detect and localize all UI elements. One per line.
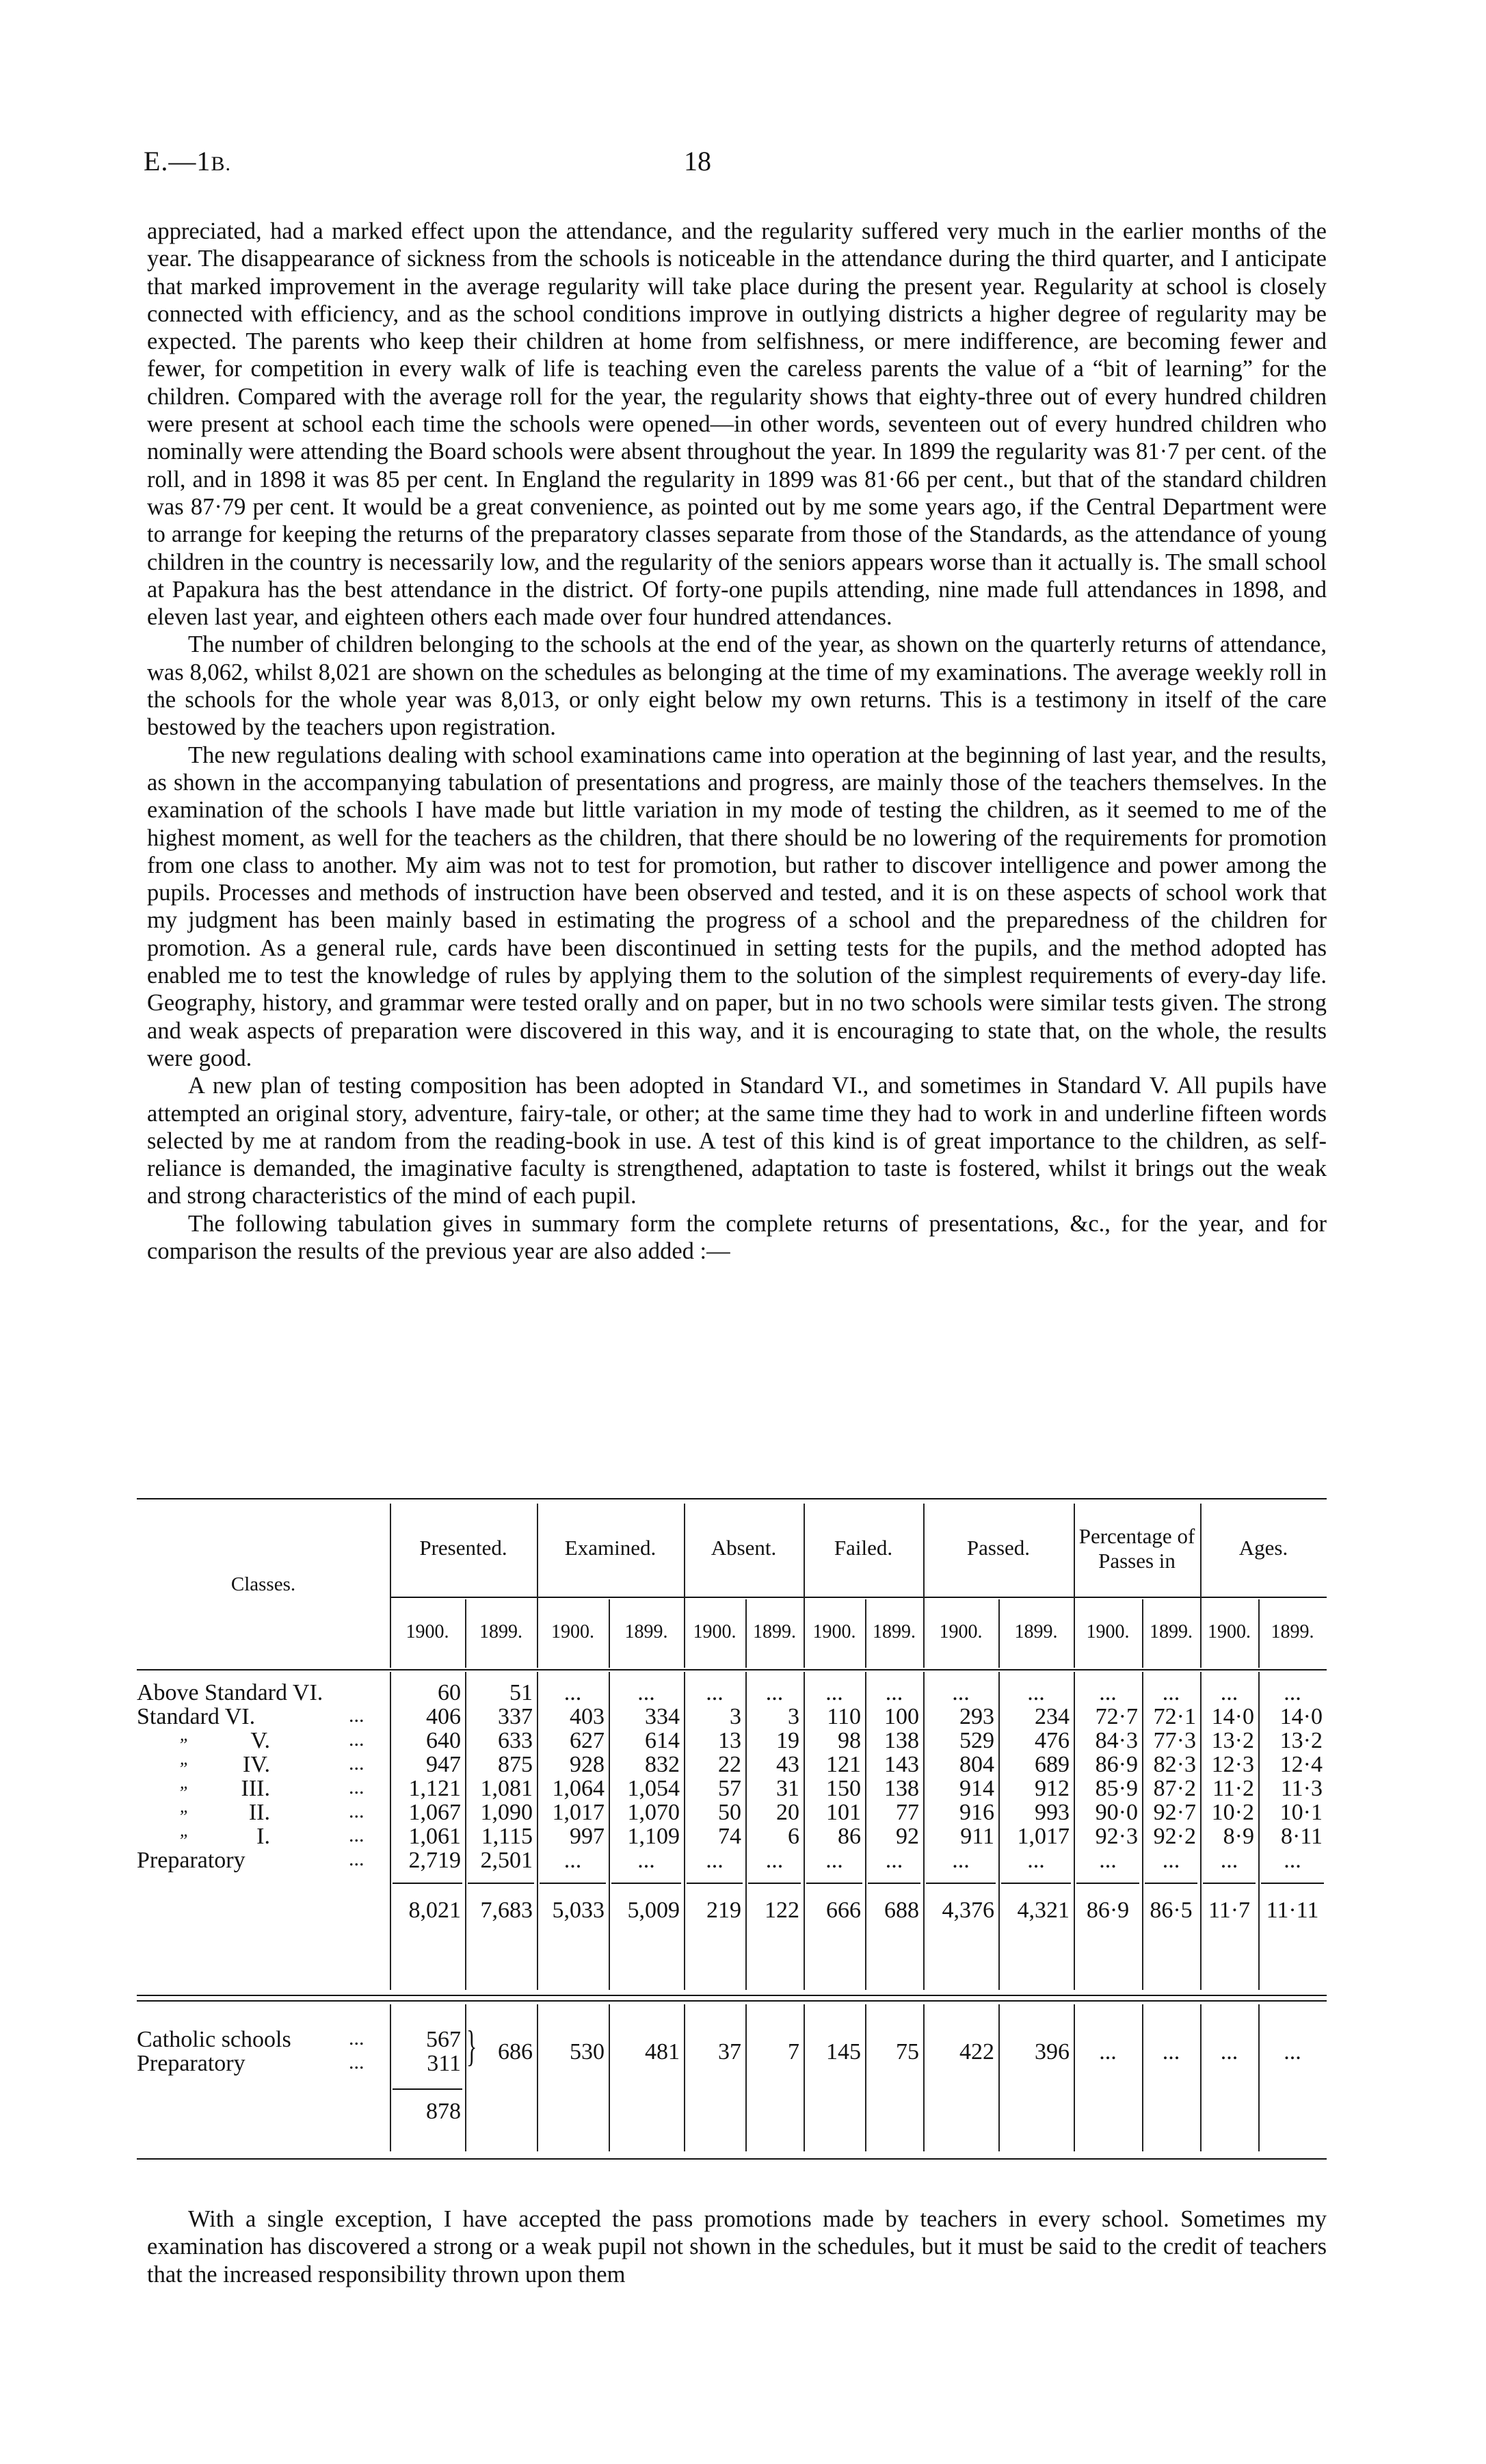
catholic-cell: 7 [788, 2039, 799, 2065]
table-header-bottom-rule [137, 1669, 1327, 1670]
table-cell: 1,064 [552, 1776, 605, 1801]
table-cell: 914 [959, 1776, 994, 1801]
column-rule [1200, 1504, 1202, 1668]
year-header: 1900. [1086, 1621, 1130, 1642]
catholic-row-label: Catholic schools [137, 2027, 291, 2052]
year-header: 1900. [551, 1621, 594, 1642]
group-header-5: Passed. [966, 1536, 1031, 1560]
leader-dots: ... [349, 1800, 364, 1822]
series-code-main: E.—1 [144, 146, 211, 176]
column-rule [390, 1504, 391, 1668]
table-cell: 1,054 [627, 1776, 680, 1801]
table-cell: 84·3 [1095, 1728, 1138, 1753]
column-rule [804, 1504, 805, 1668]
column-rule [998, 2004, 1000, 2151]
sum-rule [1261, 1883, 1324, 1884]
table-cell: 804 [959, 1752, 994, 1777]
catholic-cell: 396 [1035, 2039, 1070, 2065]
series-code-suffix: B. [211, 153, 231, 175]
total-cell: 7,683 [480, 1898, 533, 1923]
table-cell: ... [1162, 1680, 1180, 1705]
catholic-cell: ... [1284, 2039, 1301, 2065]
column-rule [745, 1599, 747, 1668]
leader-dots: ... [349, 1704, 364, 1727]
row-label: Preparatory [137, 1848, 246, 1873]
column-rule [923, 1504, 925, 1668]
table-cell: 1,017 [552, 1800, 605, 1825]
table-cell: 911 [960, 1824, 994, 1849]
table-cell: 6 [788, 1824, 799, 1849]
table-cell: ... [563, 1680, 582, 1705]
table-cell: ... [637, 1680, 655, 1705]
table-cell: 14·0 [1211, 1704, 1254, 1729]
table-cell: 100 [884, 1704, 919, 1729]
table-cell: 1,017 [1017, 1824, 1070, 1849]
table-cell: 3 [730, 1704, 741, 1729]
sum-rule [748, 1883, 801, 1884]
table-cell: ... [706, 1680, 724, 1705]
total-cell: 11·11 [1266, 1898, 1319, 1923]
catholic-presented-total: 878 [426, 2099, 461, 2124]
year-header: 1900. [693, 1621, 737, 1642]
total-cell: 8,021 [408, 1898, 461, 1923]
catholic-cell: ... [1162, 2039, 1180, 2065]
table-cell: 98 [838, 1728, 861, 1753]
table-cell: 3 [788, 1704, 799, 1729]
catholic-row-label: Preparatory [137, 2051, 246, 2076]
table-cell: ... [885, 1848, 903, 1873]
table-cell: 143 [884, 1752, 919, 1777]
column-rule [684, 1504, 685, 1668]
group-header-3: Absent. [711, 1536, 777, 1560]
group-header-1: Presented. [419, 1536, 507, 1560]
catholic-cell: 75 [896, 2039, 919, 2065]
table-cell: 403 [570, 1704, 605, 1729]
table-cell: 993 [1035, 1800, 1070, 1825]
leader-dots: ... [349, 1848, 364, 1870]
table-cell: 72·7 [1095, 1704, 1138, 1729]
column-rule [998, 1599, 1000, 1668]
row-label: III. [241, 1776, 270, 1801]
sum-rule [1145, 1883, 1197, 1884]
table-cell: 82·3 [1153, 1752, 1196, 1777]
table-cell: 1,067 [408, 1800, 461, 1825]
total-cell: 688 [884, 1898, 919, 1923]
row-label: II. [248, 1800, 270, 1825]
year-header: 1900. [939, 1621, 983, 1642]
table-cell: 57 [718, 1776, 741, 1801]
paragraph: The following tabulation gives in summary form the complete returns of presentations, &c., for the year, and for comparison the results of the previous year are also added :— [147, 1210, 1327, 1264]
table-cell: 11·2 [1212, 1776, 1254, 1801]
table-cell: 85·9 [1095, 1776, 1138, 1801]
column-rule [923, 2004, 925, 2151]
table-cell: 92 [896, 1824, 919, 1849]
table-cell: 138 [884, 1776, 919, 1801]
year-header: 1900. [812, 1621, 856, 1642]
table-cell: 86·9 [1095, 1752, 1138, 1777]
ditto-mark: ” [178, 1759, 188, 1779]
leader-dots: ... [349, 1824, 364, 1846]
table-cell: 92·7 [1153, 1800, 1196, 1825]
table-cell: ... [1099, 1680, 1117, 1705]
table-cell: 337 [498, 1704, 533, 1729]
table-cell: 60 [438, 1680, 461, 1705]
table-cell: ... [765, 1680, 784, 1705]
table-cell: ... [885, 1680, 903, 1705]
table-cell: 529 [959, 1728, 994, 1753]
table-cell: 74 [718, 1824, 741, 1849]
table-cell: 10·1 [1279, 1800, 1323, 1825]
catholic-cell: 145 [826, 2039, 861, 2065]
table-cell: 832 [645, 1752, 680, 1777]
column-rule [865, 2004, 866, 2151]
table-cell: 10·2 [1211, 1800, 1254, 1825]
row-label: IV. [243, 1752, 270, 1777]
table-cell: ... [1220, 1848, 1238, 1873]
table-cell: 13 [718, 1728, 741, 1753]
table-cell: 334 [645, 1704, 680, 1729]
table-double-rule-bottom [137, 2000, 1327, 2002]
column-rule [1142, 1599, 1143, 1668]
table-cell: ... [952, 1680, 970, 1705]
table-cell: 11·3 [1280, 1776, 1323, 1801]
row-label: Standard VI. [137, 1704, 256, 1729]
leader-dots: ... [349, 2051, 364, 2073]
table-cell: 2,719 [408, 1848, 461, 1873]
page-number: 18 [684, 146, 711, 176]
classes-header: Classes. [230, 1573, 296, 1595]
catholic-cell: 37 [718, 2039, 741, 2065]
year-header: 1900. [406, 1621, 449, 1642]
leader-dots: ... [349, 1776, 364, 1798]
table-cell: 87·2 [1153, 1776, 1196, 1801]
sum-rule [806, 1883, 862, 1884]
table-cell: ... [1027, 1680, 1045, 1705]
column-rule [1074, 2004, 1075, 2151]
table-cell: 12·3 [1211, 1752, 1254, 1777]
table-cell: ... [1220, 1680, 1238, 1705]
column-rule [1258, 2004, 1260, 2151]
ditto-mark: ” [178, 1735, 188, 1755]
total-cell: 86·9 [1086, 1898, 1130, 1923]
column-rule [804, 2004, 805, 2151]
table-cell: 614 [645, 1728, 680, 1753]
table-cell: 150 [826, 1776, 861, 1801]
sum-rule [687, 1883, 743, 1884]
table-cell: 20 [776, 1800, 799, 1825]
table-cell: 72·1 [1153, 1704, 1196, 1729]
table-cell: 627 [570, 1728, 605, 1753]
table-top-rule [137, 1498, 1327, 1499]
column-rule [609, 2004, 610, 2151]
total-cell: 86·5 [1150, 1898, 1193, 1923]
table-cell: 928 [570, 1752, 605, 1777]
column-rule [865, 1599, 866, 1668]
year-header: 1900. [1208, 1621, 1251, 1642]
ditto-mark: ” [178, 1783, 188, 1803]
column-rule [1074, 1504, 1075, 1668]
table-header-mid-rule [390, 1597, 1327, 1598]
paragraph: The number of children belonging to the schools at the end of the year, as shown on the quarterly returns of attendance, was 8,062, whilst 8,021 are shown on the schedules as belonging at the time of my examinations. The average weekly roll in the schools for the whole year was 8,013, or only eight below my own returns. This is a testimony in itself of the care bestowed by the teachers upon registration. [147, 631, 1327, 741]
column-rule [1142, 2004, 1143, 2151]
table-cell: 1,061 [408, 1824, 461, 1849]
group-header-6: Percentage of Passes in [1078, 1524, 1195, 1573]
column-rule [1258, 1599, 1260, 1668]
table-cell: 1,115 [481, 1824, 533, 1849]
table-cell: 476 [1035, 1728, 1070, 1753]
table-cell: ... [952, 1848, 970, 1873]
table-cell: 101 [826, 1800, 861, 1825]
table-cell: 31 [776, 1776, 799, 1801]
sum-rule [393, 2088, 462, 2090]
column-rule [390, 2004, 391, 2151]
table-cell: ... [637, 1848, 655, 1873]
table-cell: 997 [570, 1824, 605, 1849]
table-cell: 8·11 [1280, 1824, 1323, 1849]
total-cell: 4,376 [942, 1898, 994, 1923]
total-cell: 11·7 [1208, 1898, 1251, 1923]
table-cell: 640 [426, 1728, 461, 1753]
catholic-cell: 686 [498, 2039, 533, 2065]
sum-rule [1076, 1883, 1139, 1884]
table-cell: ... [825, 1680, 843, 1705]
leader-dots: ... [349, 1728, 364, 1751]
paragraph: The new regulations dealing with school examinations came into operation at the beginning of last year, and the results, as shown in the accompanying tabulation of presentations and progress, are mainly those of the teachers themselves. In the examination of the schools I have made but little variation in my mode of testing the children, as it seemed to me of the highest moment, as well for the teachers as the children, that there should be no lowering of the requirements for promotion from one class to another. My aim was not to test for promotion, but rather to discover intelligence and power among the pupils. Processes and methods of instruction have been observed and tested, and it is on these aspects of school work that my judgment has been mainly based in estimating the progress of a school and the preparedness of the children for promotion. As a general rule, cards have been discontinued in setting tests for the pupils, and the method adopted has enabled me to test the knowledge of rules by applying them to the solution of the simplest requirements of every-day life. Geography, history, and grammar were tested orally and on paper, but in no two schools were similar tests given. The strong and weak aspects of preparation were discovered in this way, and it is encouraging to state that, on the whole, the results were good. [147, 742, 1327, 1071]
table-cell: 92·2 [1153, 1824, 1196, 1849]
table-cell: 13·2 [1279, 1728, 1323, 1753]
table-cell: 77·3 [1153, 1728, 1196, 1753]
ditto-mark: ” [178, 1831, 188, 1850]
table-cell: 633 [498, 1728, 533, 1753]
sum-rule [468, 1883, 534, 1884]
table-cell: ... [825, 1848, 843, 1873]
column-rule [609, 1599, 610, 1668]
table-cell: 22 [718, 1752, 741, 1777]
total-cell: 666 [826, 1898, 861, 1923]
table-cell: 916 [959, 1800, 994, 1825]
table-cell: 8·9 [1223, 1824, 1254, 1849]
catholic-presented-cell: 311 [427, 2051, 461, 2076]
column-rule [1200, 2004, 1202, 2151]
sum-rule [540, 1883, 606, 1884]
table-cell: ... [706, 1848, 724, 1873]
leader-dots: ... [349, 1752, 364, 1774]
row-label: I. [256, 1824, 270, 1849]
catholic-cell: 481 [645, 2039, 680, 2065]
group-header-2: Examined. [564, 1536, 656, 1560]
catholic-cell: ... [1220, 2039, 1238, 2065]
table-cell: 92·3 [1095, 1824, 1138, 1849]
table-cell: 2,501 [480, 1848, 533, 1873]
year-header: 1899. [1150, 1621, 1193, 1642]
sum-rule [926, 1883, 996, 1884]
column-rule [745, 2004, 747, 2151]
column-rule [684, 2004, 685, 2151]
table-cell: 947 [426, 1752, 461, 1777]
sum-rule [1001, 1883, 1071, 1884]
group-header-7: Ages. [1238, 1536, 1288, 1560]
sum-rule [393, 1883, 462, 1884]
table-cell: 1,090 [480, 1800, 533, 1825]
body-text-after-table [147, 2205, 1327, 2288]
table-cell: ... [563, 1848, 582, 1873]
sum-rule [611, 1883, 681, 1884]
table-cell: 1,081 [480, 1776, 533, 1801]
table-cell: 14·0 [1279, 1704, 1323, 1729]
table-cell: 12·4 [1279, 1752, 1323, 1777]
table-cell: 1,070 [627, 1800, 680, 1825]
total-cell: 4,321 [1017, 1898, 1070, 1923]
row-label: V. [250, 1728, 270, 1753]
table-cell: ... [1099, 1848, 1117, 1873]
table-cell: ... [1027, 1848, 1045, 1873]
sum-rule [1203, 1883, 1256, 1884]
year-header: 1899. [479, 1621, 522, 1642]
table-cell: 912 [1035, 1776, 1070, 1801]
table-cell: 875 [498, 1752, 533, 1777]
brace-icon: } [466, 2021, 477, 2070]
table-cell: 19 [776, 1728, 799, 1753]
table-cell: 406 [426, 1704, 461, 1729]
table-double-rule-top [137, 1995, 1327, 1996]
table-cell: 51 [509, 1680, 533, 1705]
paragraph: appreciated, had a marked effect upon the attendance, and the regularity suffered very much in the earlier months of the year. The disappearance of sickness from the schools is noticeable in the attendance during the third quarter, and I anticipate that marked improvement in the average regularity will take place during the present year. Regularity at school is closely connected with efficiency, and as the school conditions improve in outlying districts a higher degree of regularity may be expected. The parents who keep their children at home from selfishness, or mere indifference, are becoming fewer and fewer, for competition in every walk of life is teaching even the careless parents the value of a “bit of learning” for the children. Compared with the average roll for the year, the regularity shows that eighty-three out of every hundred children were present at school each time the schools were opened—in other words, seventeen out of every hundred children who nominally were attending the Board schools were absent throughout the year. In 1899 the regularity was 81·7 per cent. of the roll, and in 1898 it was 85 per cent. In England the regularity in 1899 was 81·66 per cent., but that of the standard children was 87·79 per cent. It would be a great convenience, as pointed out by me some years ago, if the Central Department were to arrange for keeping the returns of the preparatory classes separate from those of the Standards, as the attendance of young children in the country is necessarily low, and the regularity of the seniors appears worse than it actually is. The small school at Papakura has the best attendance in the district. Of forty-one pupils attending, nine made full attendances in 1898, and eleven last year, and eighteen others each made over four hundred attendances. [147, 218, 1327, 631]
catholic-cell: 530 [570, 2039, 605, 2065]
returns-table [137, 1498, 1327, 2182]
table-cell: 234 [1035, 1704, 1070, 1729]
group-header-4: Failed. [834, 1536, 893, 1560]
table-cell: 293 [959, 1704, 994, 1729]
total-cell: 219 [706, 1898, 741, 1923]
catholic-cell: 422 [959, 2039, 994, 2065]
table-cell: 121 [826, 1752, 861, 1777]
paragraph: A new plan of testing composition has been adopted in Standard VI., and sometimes in Standard V. All pupils have attempted an original story, adventure, fairy-tale, or other; at the same time they had to work in and underline fifteen words selected by me at random from the reading-book in use. A test of this kind is of great importance to the children, as self-reliance is demanded, the imaginative faculty is strengthened, adaptation to taste is fostered, whilst it brings out the weak and strong characteristics of the mind of each pupil. [147, 1073, 1327, 1209]
total-cell: 5,009 [627, 1898, 680, 1923]
year-header: 1899. [753, 1621, 796, 1642]
table-cell: 1,121 [408, 1776, 461, 1801]
catholic-presented-cell: 567 [426, 2027, 461, 2052]
table-cell: ... [1162, 1848, 1180, 1873]
table-cell: 1,109 [627, 1824, 680, 1849]
year-header: 1899. [873, 1621, 916, 1642]
column-rule [465, 1599, 466, 1668]
body-text-before-table [147, 218, 1327, 1265]
table-cell: 90·0 [1095, 1800, 1138, 1825]
total-cell: 122 [765, 1898, 799, 1923]
sum-rule [868, 1883, 920, 1884]
table-cell: ... [765, 1848, 784, 1873]
table-cell: 110 [827, 1704, 861, 1729]
column-rule [537, 2004, 538, 2151]
table-cell: 43 [776, 1752, 799, 1777]
table-cell: 689 [1035, 1752, 1070, 1777]
table-cell: 13·2 [1211, 1728, 1254, 1753]
table-cell: ... [1284, 1848, 1301, 1873]
total-cell: 5,033 [552, 1898, 605, 1923]
row-label: Above Standard VI. [137, 1680, 323, 1705]
paragraph: With a single exception, I have accepted the pass promotions made by teachers in every school. Sometimes my examination has discovered a strong or a weak pupil not shown in the schedules, but it must be said to the credit of teachers that the increased responsibility thrown upon them [147, 2206, 1327, 2288]
series-code [144, 145, 231, 177]
column-rule [537, 1504, 538, 1668]
table-cell: 50 [718, 1800, 741, 1825]
table-bottom-rule [137, 2158, 1327, 2160]
table-cell: 77 [896, 1800, 919, 1825]
year-header: 1899. [1271, 1621, 1314, 1642]
ditto-mark: ” [178, 1807, 188, 1826]
year-header: 1899. [624, 1621, 668, 1642]
table-cell: 86 [838, 1824, 861, 1849]
year-header: 1899. [1014, 1621, 1058, 1642]
catholic-cell: ... [1099, 2039, 1117, 2065]
table-cell: 138 [884, 1728, 919, 1753]
table-cell: ... [1284, 1680, 1301, 1705]
leader-dots: ... [349, 2027, 364, 2049]
